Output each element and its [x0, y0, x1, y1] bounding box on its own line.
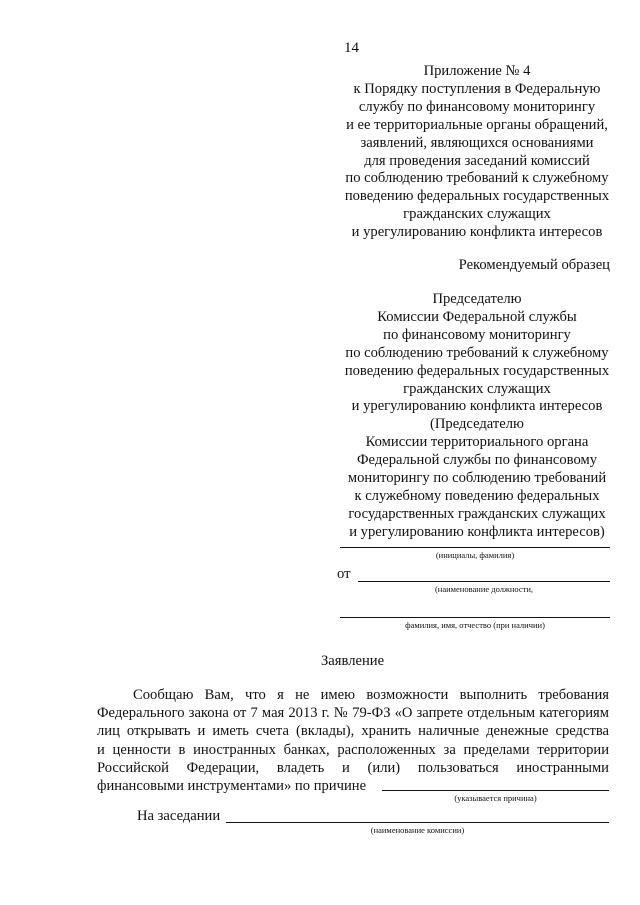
- addressee-line: Федеральной службы по финансовому: [357, 452, 597, 469]
- addressee-line: гражданских служащих: [403, 380, 551, 397]
- statement-last-line: финансовыми инструментами» по причине: [97, 777, 367, 794]
- commission-input-line[interactable]: [226, 822, 609, 823]
- appendix-line: службу по финансовому мониторингу: [358, 98, 596, 115]
- position-caption: (наименование должности,: [434, 584, 534, 594]
- initials-input-line[interactable]: [340, 547, 610, 548]
- addressee-line: (Председателю: [430, 416, 524, 433]
- meeting-label: На заседании: [137, 808, 221, 824]
- addressee-line: Председателю: [432, 291, 522, 307]
- addressee-line: и урегулированию конфликта интересов): [349, 523, 605, 540]
- appendix-header: [322, 63, 632, 242]
- appendix-line: гражданских служащих: [403, 206, 551, 223]
- addressee-line: и урегулированию конфликта интересов: [351, 398, 603, 415]
- fullname-caption: фамилия, имя, отчество (при наличии): [405, 620, 545, 630]
- reason-caption: (указывается причина): [454, 793, 537, 803]
- appendix-line: по соблюдению требований к служебному: [345, 170, 609, 187]
- document-title: Заявление: [321, 653, 385, 669]
- addressee-block: [322, 291, 632, 542]
- from-label: от: [337, 566, 351, 582]
- reason-input-line[interactable]: [382, 790, 609, 791]
- appendix-line: заявлений, являющихся основаниями: [360, 134, 594, 151]
- addressee-line: мониторингу по соблюдению требований: [347, 470, 607, 487]
- statement-line: Сообщаю Вам, что я не имею возможности выполнить требования: [133, 687, 609, 703]
- addressee-line: Комиссии Федеральной службы: [377, 308, 577, 325]
- statement-line: лиц открывать и иметь счета (вклады), хранить наличные денежные средства: [97, 723, 609, 740]
- statement-line: Федерального закона от 7 мая 2013 г. № 79-ФЗ «О запрете отдельным категориям: [97, 705, 609, 722]
- appendix-line: Приложение № 4: [423, 63, 531, 79]
- addressee-line: Комиссии территориального органа: [365, 434, 589, 451]
- addressee-line: к служебному поведению федеральных: [354, 487, 600, 504]
- appendix-line: поведению федеральных государственных: [344, 188, 610, 205]
- page-number: 14: [344, 40, 359, 56]
- appendix-line: к Порядку поступления в Федеральную: [353, 80, 601, 97]
- addressee-line: государственных гражданских служащих: [348, 505, 606, 522]
- initials-caption: (инициалы, фамилия): [435, 550, 515, 560]
- addressee-line: по соблюдению требований к служебному: [345, 344, 609, 361]
- commission-caption: (наименование комиссии): [370, 825, 465, 835]
- addressee-line: по финансовому мониторингу: [383, 326, 571, 343]
- appendix-line: и ее территориальные органы обращений,: [346, 116, 608, 133]
- statement-line: Российской Федерации, владеть и (или) пользоваться иностранными: [97, 759, 609, 776]
- statement-line: и ценности в иностранных банках, расположенных за пределами территории: [97, 741, 609, 758]
- sample-label: Рекомендуемый образец: [458, 257, 610, 273]
- position-input-line[interactable]: [358, 581, 610, 582]
- addressee-line: поведению федеральных государственных: [344, 362, 610, 379]
- fullname-input-line[interactable]: [340, 617, 610, 618]
- statement-body: [97, 686, 609, 795]
- appendix-line: для проведения заседаний комиссий: [364, 152, 590, 169]
- appendix-line: и урегулированию конфликта интересов: [351, 224, 603, 241]
